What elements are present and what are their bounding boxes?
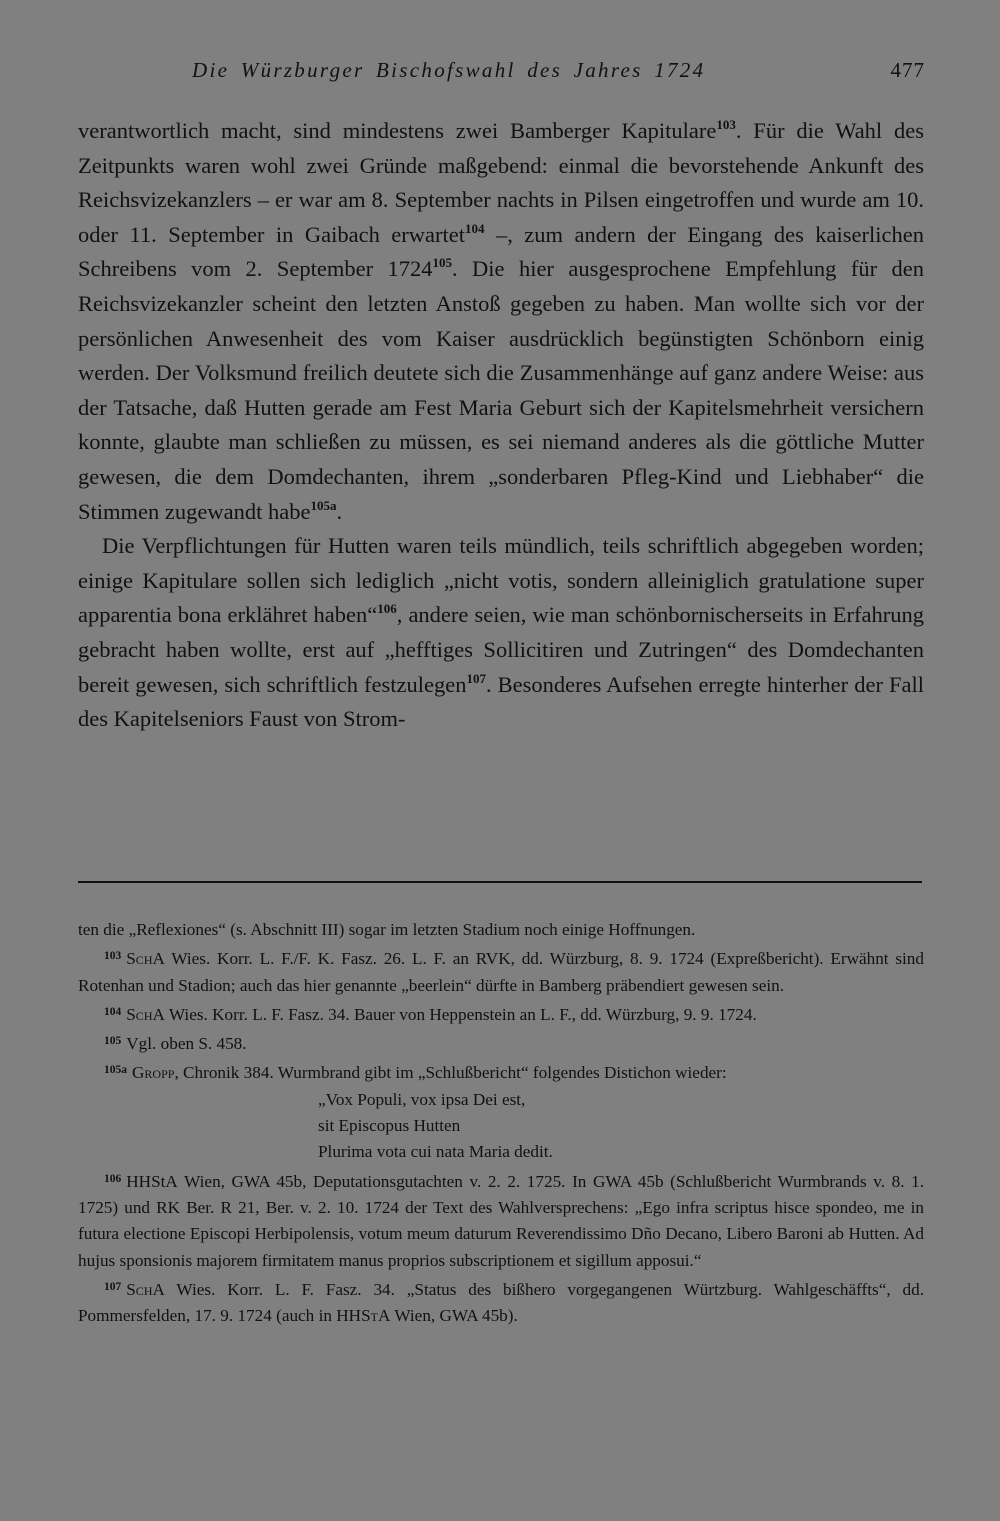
footnote-text: Wien, GWA 45b). [390, 1306, 518, 1326]
running-title: Die Würzburger Bischofswahl des Jahres 1724 [192, 58, 706, 82]
footnote-105a [78, 1057, 924, 1086]
footnote-number: 107 [104, 1280, 122, 1293]
text-run: –, zum andern der Eingang des kaiserlichen Schreibens vom 2. September 1724 [78, 221, 924, 282]
page-header [192, 58, 925, 90]
footnote-ref-103: 103 [716, 117, 736, 132]
footnote-number: 103 [104, 950, 122, 963]
footnote-text: Vgl. oben S. 458. [126, 1034, 247, 1054]
footnote-text: , Chronik 384. Wurmbrand gibt im „Schlußbericht“ folgendes Distichon wieder: [174, 1063, 727, 1083]
footnote-text: Wies. Korr. L. F. Fasz. 34. „Status des bißhero vorgegangenen Würtzburg. Wahlgeschäffts“, dd. Pommersfelden, 17. 9. 1724 (auch in [78, 1279, 924, 1326]
footnote-text: Wies. Korr. L. F./F. K. Fasz. 26. L. F. an RVK, dd. Würzburg, 8. 9. 1724 (Expreßbericht). Erwähnt sind Rotenhan und Stadion; auch das hier genannte „beerlein“ dürfte in Bamberg präbendiert gewesen sein. [78, 949, 924, 995]
footnote-103 [78, 943, 924, 999]
verse-line: sit Episcopus Hutten [318, 1116, 461, 1136]
text-run: . Für die Wahl des Zeitpunkts waren wohl zwei Gründe maßgebend: einmal die bevorstehende Ankunft des Reichsvizekanzlers – er war am 8. September nachts in Pilsen eingetroffen und wurde am 10. oder 11. September in Gaibach erwartet [78, 118, 924, 247]
paragraph-2 [78, 529, 924, 737]
text-run: . Die hier ausgesprochene Empfehlung für den Reichsvizekanzler scheint den letzten Anstoß gegeben zu haben. Man wollte sich vor der persönlichen Anwesenheit des vom Kaiser ausdrücklich begünstigten Schönborn einig werden. Der Volksmund freilich deutete sich die Zusammenhänge auf ganz andere Weise: aus der Tatsache, daß Hutten gerade am Fest Maria Geburt sich der Kapitelsmehrheit versichern konnte, glaubte man schließen zu müssen, es sei niemand anderes als die göttliche Mutter gewesen, die dem Domdechanten, ihrem „sonderbaren Pfleg-Kind und Liebhaber“ die Stimmen zugewandt habe [78, 256, 924, 524]
text-run: . [336, 498, 343, 524]
footnote-continuation: ten die „Reflexiones“ (s. Abschnitt III) sogar im letzten Stadium noch einige Hoffnungen. [78, 920, 696, 939]
footnote-number: 105 [104, 1035, 122, 1048]
footnote-ref-104: 104 [464, 220, 485, 236]
footnote-ref-105: 105 [432, 255, 452, 271]
text-run: verantwortlich macht, sind mindestens zwei Bamberger Kapitulare [78, 118, 717, 143]
source-abbrev: HHStA [336, 1306, 391, 1326]
verse-line: „Vox Populi, vox ipsa Dei est, [318, 1089, 526, 1109]
footnote-text: Wien, GWA 45b, Deputationsgutachten v. 2. 2. 1725. In GWA 45b (Schlußbericht Wurmbrands v. 8. 1. 1725) und RK Ber. R 21, Ber. v. 2. 10. 1724 der Text des Wahlversprechens: „Ego infra scriptus hisce spondeo, me in futura electione Episcopi Herbipolensis, votum meum daturum Reverendissimo Dño Decano, Libero Baroni ab Hutten. Ad hujus sponsionis majorem firmitatem manus proprios subscriptionem et sigillum apposui.“ [78, 1171, 924, 1270]
footnote-104 [78, 999, 924, 1028]
footnote-separator [78, 881, 922, 883]
footnote-105 [78, 1028, 924, 1057]
page-number: 477 [890, 58, 925, 82]
footnote-number: 106 [104, 1172, 122, 1185]
text-run: , andere seien, wie man schönbornischerseits in Erfahrung gebracht haben wollte, erst auf „hefftiges Sollicitiren und Zutringen“ des Domdechanten bereit gewesen, sich schriftlich festzulegen [78, 602, 924, 697]
text-run: . Besonderes Aufsehen erregte hinterher der Fall des Kapitelseniors Faust von Strom- [78, 671, 925, 732]
author-name: Gropp [132, 1063, 175, 1083]
text-run: Die Verpflichtungen für Hutten waren teils mündlich, teils schriftlich abgegeben worden; einige Kapitulare sollen sich lediglich „nicht votis, sondern alleiniglich gratulatione super apparentia bona erklähret haben“ [78, 533, 924, 628]
footnote-text: Wies. Korr. L. F. Fasz. 34. Bauer von Heppenstein an L. F., dd. Würzburg, 9. 9. 1724. [164, 1004, 757, 1024]
source-abbrev: SchA [126, 949, 165, 969]
footnote-ref-107: 107 [466, 670, 486, 686]
source-abbrev: SchA [126, 1004, 165, 1024]
paragraph-1 [78, 114, 924, 529]
footnote-number: 105a [104, 1064, 127, 1077]
source-abbrev: A [165, 1171, 178, 1191]
footnotes [78, 917, 924, 1329]
footnote-107 [78, 1274, 924, 1330]
source-abbrev: SchA [126, 1279, 165, 1299]
footnote-ref-105a: 105a [310, 497, 337, 513]
footnote-106 [78, 1166, 924, 1274]
verse-line: Plurima vota cui nata Maria dedit. [318, 1142, 553, 1162]
source-prefix: HHSt [126, 1171, 166, 1191]
footnote-number: 104 [104, 1005, 122, 1018]
footnote-ref-106: 106 [377, 601, 397, 617]
main-text [78, 114, 924, 737]
